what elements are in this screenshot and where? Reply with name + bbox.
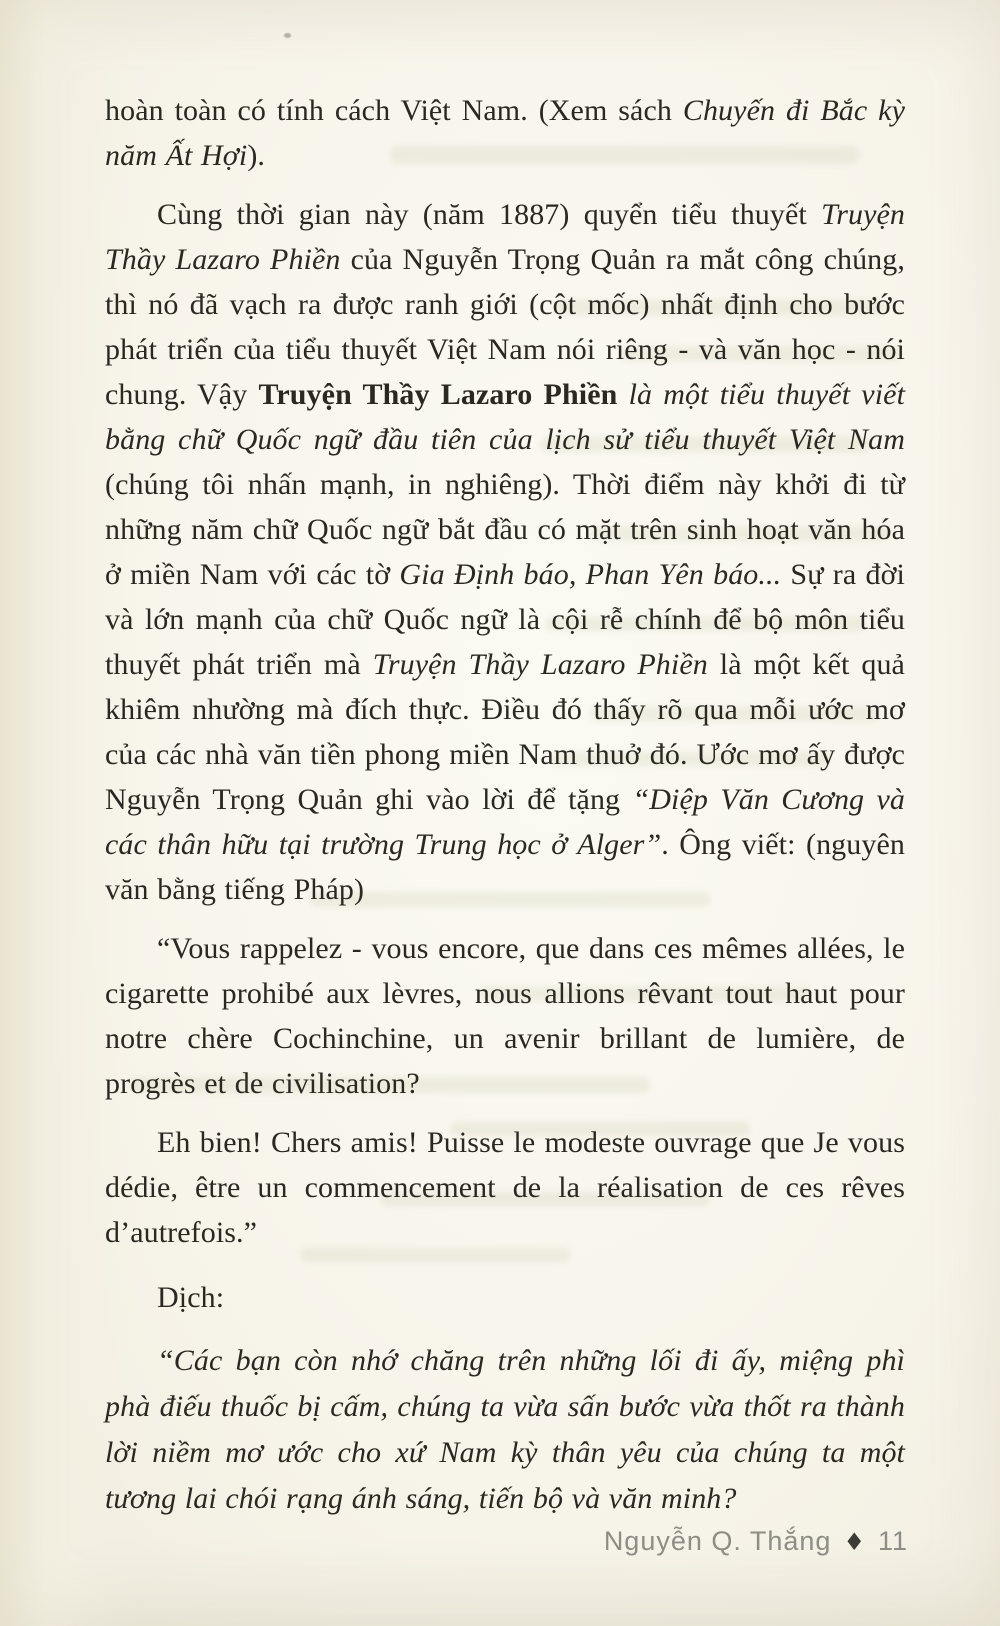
text-segment: Gia Định báo, Phan Yên báo... <box>399 558 782 591</box>
diamond-icon: ♦ <box>843 1527 866 1556</box>
text-segment: . Ông viết: (nguyên văn bằng tiếng Pháp) <box>105 828 905 906</box>
text-segment: “Vous rappelez - vous encore, que dans ces mêmes allées, le cigarette prohibé aux lèvres, nous allions rêvant tout haut pour notre chère Cochinchine, un avenir brillant de lumière, de progrès et de civilisation? <box>105 932 905 1100</box>
text-segment: ). <box>247 139 266 172</box>
paper-speck <box>284 33 291 38</box>
text-segment: của Nguyễn Trọng Quản ra mắt công chúng, thì nó đã vạch ra được ranh giới (cột mốc) nhất định cho bước phát triển của tiểu thuyết Việt Nam nói riêng - và văn học - nói chung. Vậy <box>105 243 905 411</box>
text-segment: Sự ra đời và lớn mạnh của chữ Quốc ngữ là cội rễ chính để bộ môn tiểu thuyết phát triển mà <box>105 558 905 681</box>
text-segment: là một tiểu thuyết viết bằng chữ Quốc ngữ đầu tiên của lịch sử tiểu thuyết Việt Nam <box>105 378 906 456</box>
paragraph-main <box>105 192 905 912</box>
paragraph-vietnamese-translation <box>105 1338 905 1522</box>
paragraph-french-quote-1 <box>105 926 905 1106</box>
paragraph-continuation <box>105 88 905 178</box>
text-segment: Eh bien! Chers amis! Puisse le modeste ouvrage que Je vous dédie, être un commencement de la réalisation de ces rêves d’autrefois.” <box>105 1126 905 1249</box>
page-number: 11 <box>877 1526 908 1556</box>
paragraph-dich-label <box>105 1275 905 1320</box>
text-segment: hoàn toàn có tính cách Việt Nam. (Xem sách <box>105 94 683 127</box>
paragraph-french-quote-2 <box>105 1120 905 1255</box>
author-name: Nguyễn Q. Thắng <box>603 1526 832 1556</box>
page-footer <box>604 1526 908 1557</box>
text-segment: Truyện Thầy Lazaro Phiền <box>372 648 708 681</box>
text-segment: Chuyến đi Bắc kỳ năm Ất Hợi <box>105 94 905 172</box>
text-segment: là một kết quả khiêm nhường mà đích thực. Điều đó thấy rõ qua mỗi ước mơ của các nhà văn tiền phong miền Nam thuở đó. Ước mơ ấy được Nguyễn Trọng Quản ghi vào lời để tặng <box>105 648 905 816</box>
text-segment: (chúng tôi nhấn mạnh, in nghiêng). Thời điểm này khởi đi từ những năm chữ Quốc ngữ bắt đầu có mặt trên sinh hoạt văn hóa ở miền Nam với các tờ <box>105 468 905 591</box>
text-segment: Dịch: <box>157 1281 225 1314</box>
text-segment: Truyện Thầy Lazaro Phiền <box>105 198 905 276</box>
text-segment: “Các bạn còn nhớ chăng trên những lối đi ấy, miệng phì phà điếu thuốc bị cấm, chúng ta vừa sấn bước vừa thốt ra thành lời niềm mơ ước cho xứ Nam kỳ thân yêu của chúng ta một tương lai chói rạng ánh sáng, tiến bộ và văn minh? <box>105 1344 905 1515</box>
text-block <box>105 88 905 1522</box>
text-segment: Truyện Thầy Lazaro Phiền <box>258 378 618 411</box>
text-segment: “Diệp Văn Cương và các thân hữu tại trường Trung học ở Alger” <box>105 783 905 861</box>
text-segment: Cùng thời gian này (năm 1887) quyển tiểu thuyết <box>157 198 822 231</box>
